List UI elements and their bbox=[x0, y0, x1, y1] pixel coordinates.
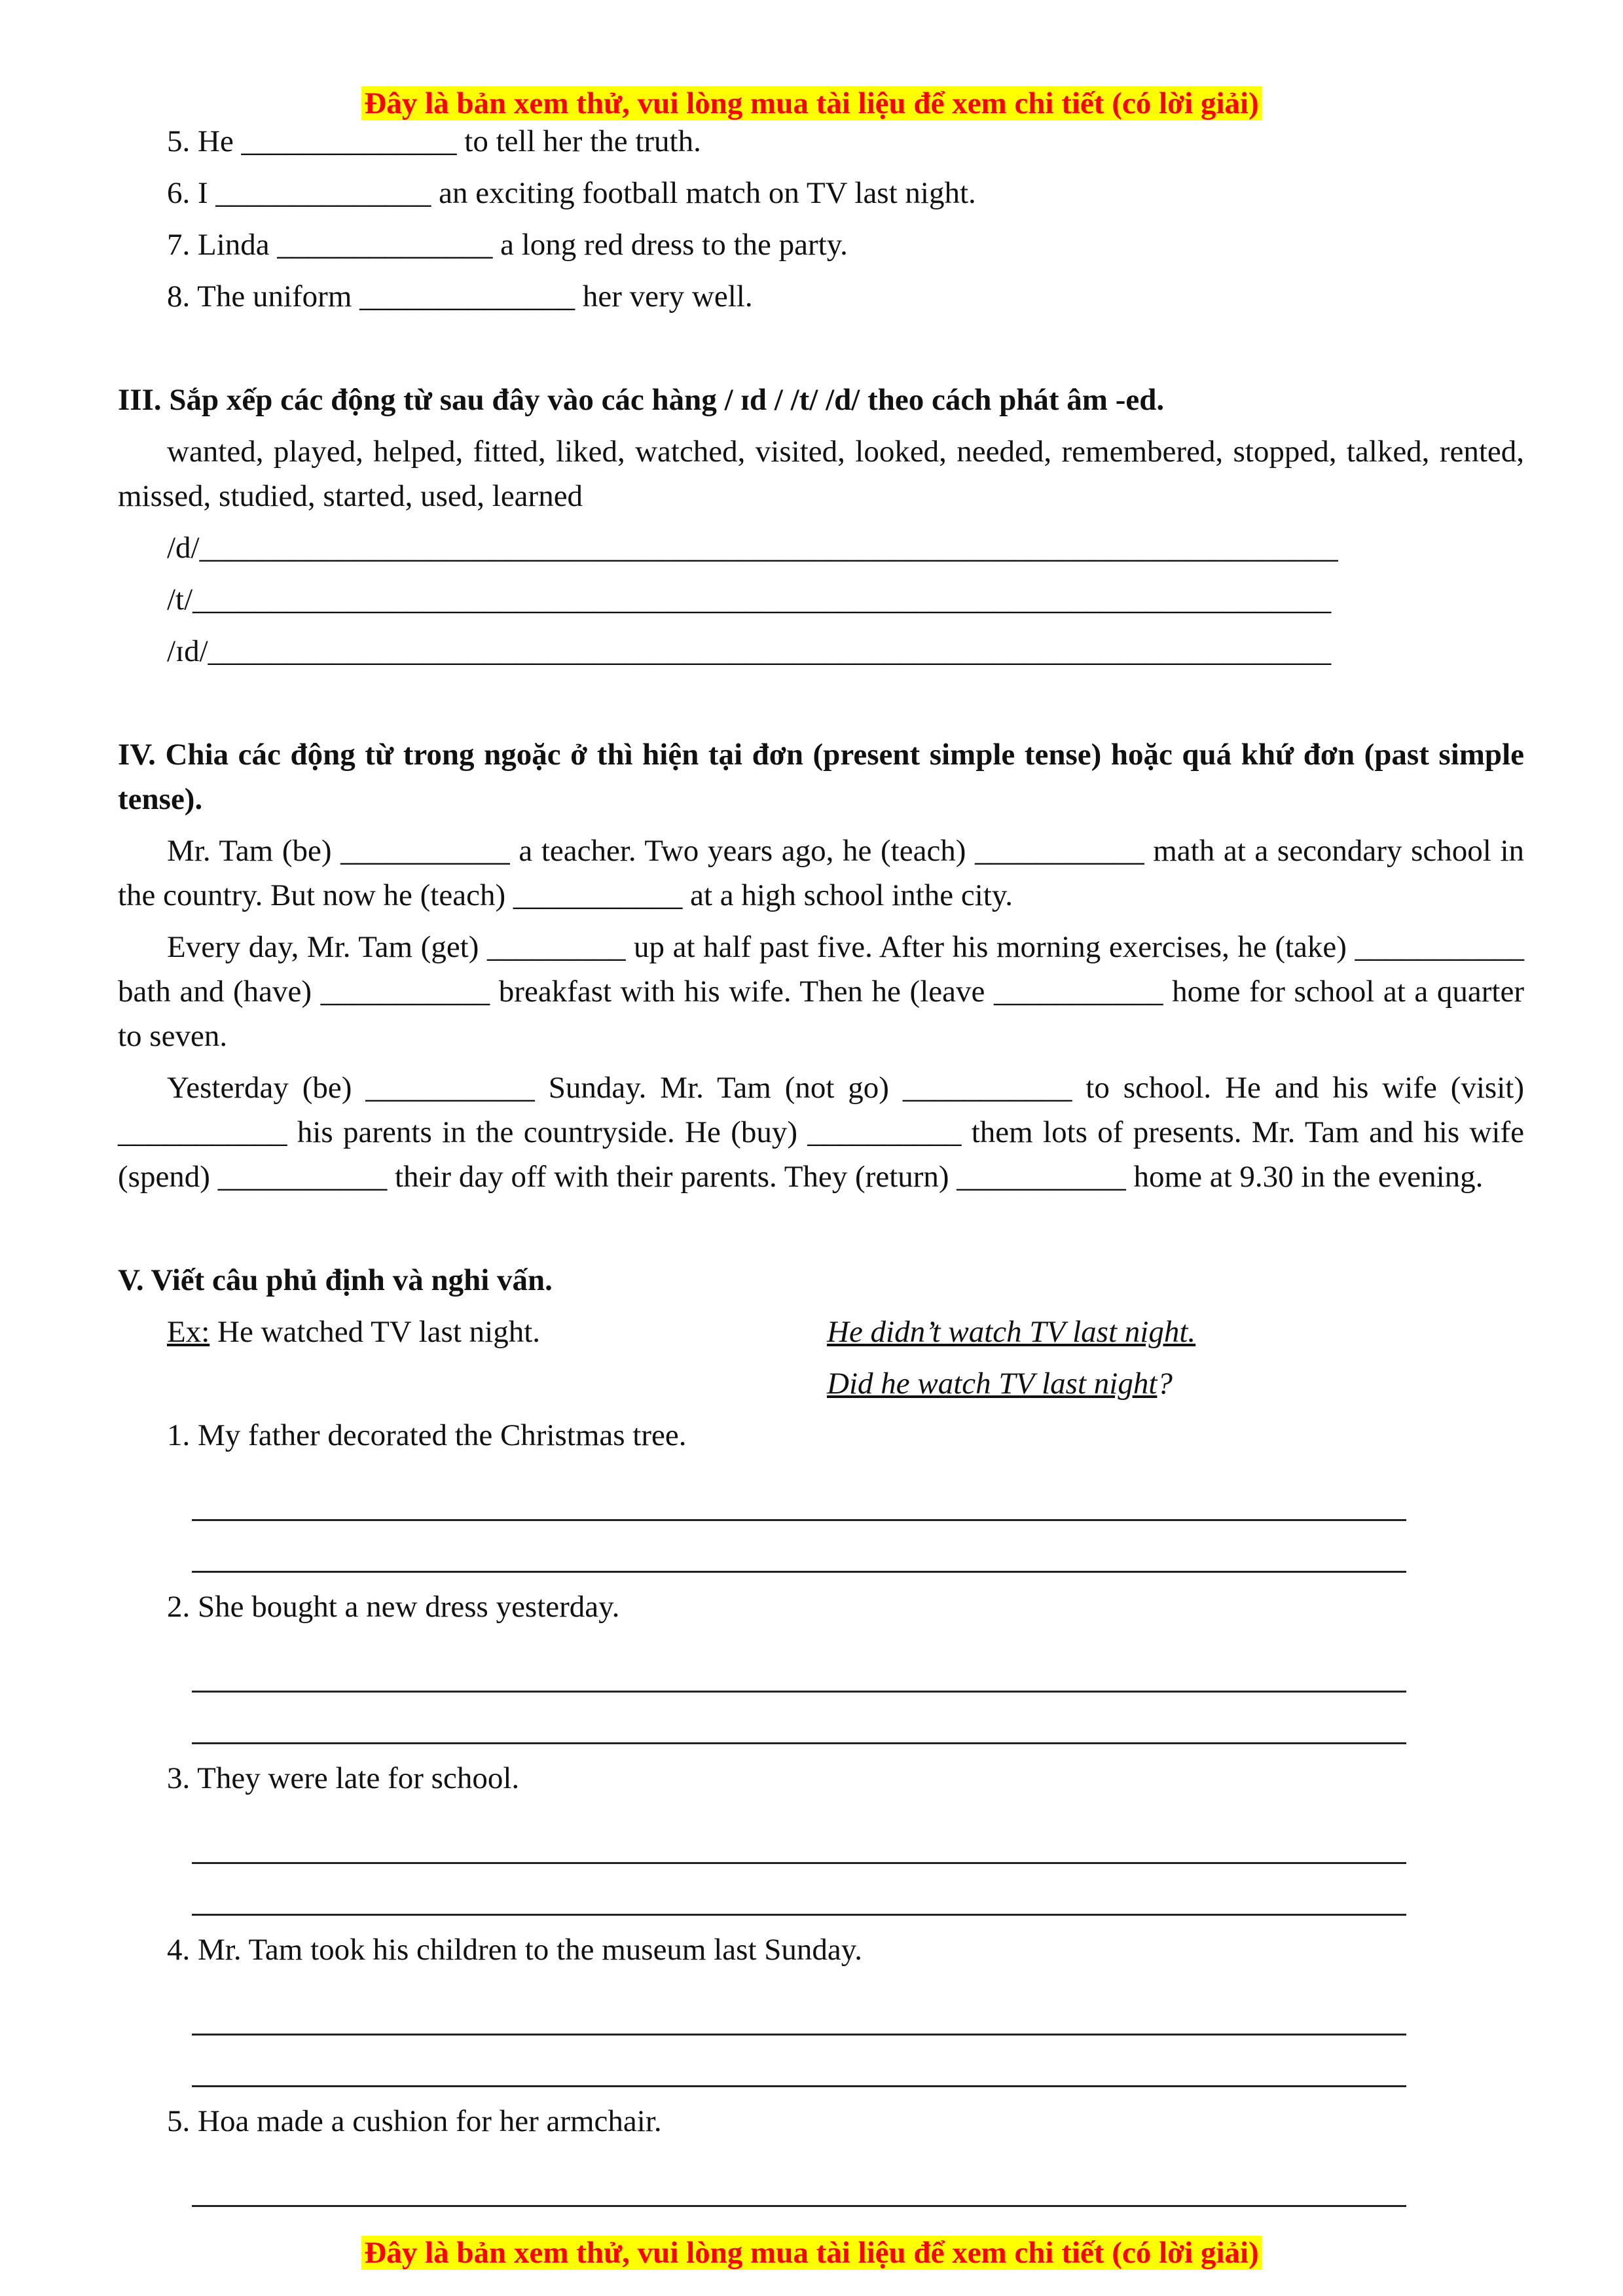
question-item: 2. She bought a new dress yesterday. bbox=[167, 1590, 620, 1624]
example-sentence: He watched TV last night. bbox=[210, 1315, 541, 1349]
exercise-item: 8. The uniform ______________ her very well. bbox=[167, 279, 753, 314]
answer-line[interactable] bbox=[192, 2036, 1406, 2087]
worksheet-content bbox=[118, 119, 1524, 2207]
question-item: 3. They were late for school. bbox=[167, 1761, 520, 1795]
answer-line[interactable] bbox=[192, 2151, 1406, 2207]
answer-line[interactable] bbox=[192, 1693, 1406, 1744]
question-item: 1. My father decorated the Christmas tree. bbox=[167, 1418, 687, 1452]
example-row bbox=[167, 1310, 1524, 1354]
example-question-mark: ? bbox=[1157, 1367, 1173, 1401]
answer-row-t: /t/__________________________________________________________________________ bbox=[167, 583, 1332, 617]
example-label: Ex: bbox=[167, 1315, 210, 1349]
section-heading: IV. Chia các động từ trong ngoặc ở thì hiện tại đơn (present simple tense) hoặc quá khứ đơn (past simple tense). bbox=[118, 738, 1524, 816]
question-item: 4. Mr. Tam took his children to the museum last Sunday. bbox=[167, 1933, 862, 1967]
answer-line[interactable] bbox=[192, 1636, 1406, 1693]
answer-line[interactable] bbox=[192, 1979, 1406, 2036]
exercise-paragraph: Mr. Tam (be) ___________ a teacher. Two years ago, he (teach) ___________ math at a secondary school in the country. But now he (teach) ___________ at a high school inthe city. bbox=[118, 834, 1524, 912]
exercise-item: 5. He ______________ to tell her the truth. bbox=[167, 124, 701, 158]
answer-line[interactable] bbox=[192, 1521, 1406, 1573]
answer-line[interactable] bbox=[192, 1864, 1406, 1916]
word-list: wanted, played, helped, fitted, liked, watched, visited, looked, needed, remembered, stopped, talked, rented, missed, studied, started, used, learned bbox=[118, 435, 1524, 513]
preview-banner-text: Đây là bản xem thử, vui lòng mua tài liệu để xem chi tiết (có lời giải) bbox=[361, 86, 1261, 120]
answer-line[interactable] bbox=[192, 1465, 1406, 1521]
answer-row-id: /ɪd/_________________________________________________________________________ bbox=[167, 634, 1332, 668]
exercise-item: 6. I ______________ an exciting football match on TV last night. bbox=[167, 176, 976, 210]
section-heading: V. Viết câu phủ định và nghi vấn. bbox=[118, 1263, 553, 1297]
answer-line[interactable] bbox=[192, 1808, 1406, 1864]
example-row bbox=[167, 1361, 1524, 1406]
example-question: Did he watch TV last night bbox=[827, 1367, 1158, 1401]
question-item: 5. Hoa made a cushion for her armchair. bbox=[167, 2104, 662, 2138]
exercise-paragraph: Every day, Mr. Tam (get) _________ up at half past five. After his morning exercises, he (take) ___________ bath and (have) ___________ breakfast with his wife. Then he (leave ___________ home for school at a quarter to seven. bbox=[118, 930, 1524, 1053]
section-heading: III. Sắp xếp các động từ sau đây vào các hàng / ɪd / /t/ /d/ theo cách phát âm -ed. bbox=[118, 383, 1165, 417]
preview-banner-text: Đây là bản xem thử, vui lòng mua tài liệu để xem chi tiết (có lời giải) bbox=[361, 2236, 1261, 2270]
exercise-paragraph: Yesterday (be) ___________ Sunday. Mr. Tam (not go) ___________ to school. He and his wife (visit) ___________ his parents in the countryside. He (buy) __________ them lots of presents. Mr. Tam and his wife (spend) ___________ their day off with their parents. They (return) ___________ home at 9.30 in the evening. bbox=[118, 1071, 1524, 1194]
exercise-item: 7. Linda ______________ a long red dress to the party. bbox=[167, 228, 848, 262]
example-negative: He didn’t watch TV last night. bbox=[827, 1315, 1196, 1349]
preview-banner-top bbox=[0, 84, 1623, 123]
answer-row-d: /d/__________________________________________________________________________ bbox=[167, 531, 1338, 565]
preview-banner-bottom bbox=[0, 2233, 1623, 2272]
